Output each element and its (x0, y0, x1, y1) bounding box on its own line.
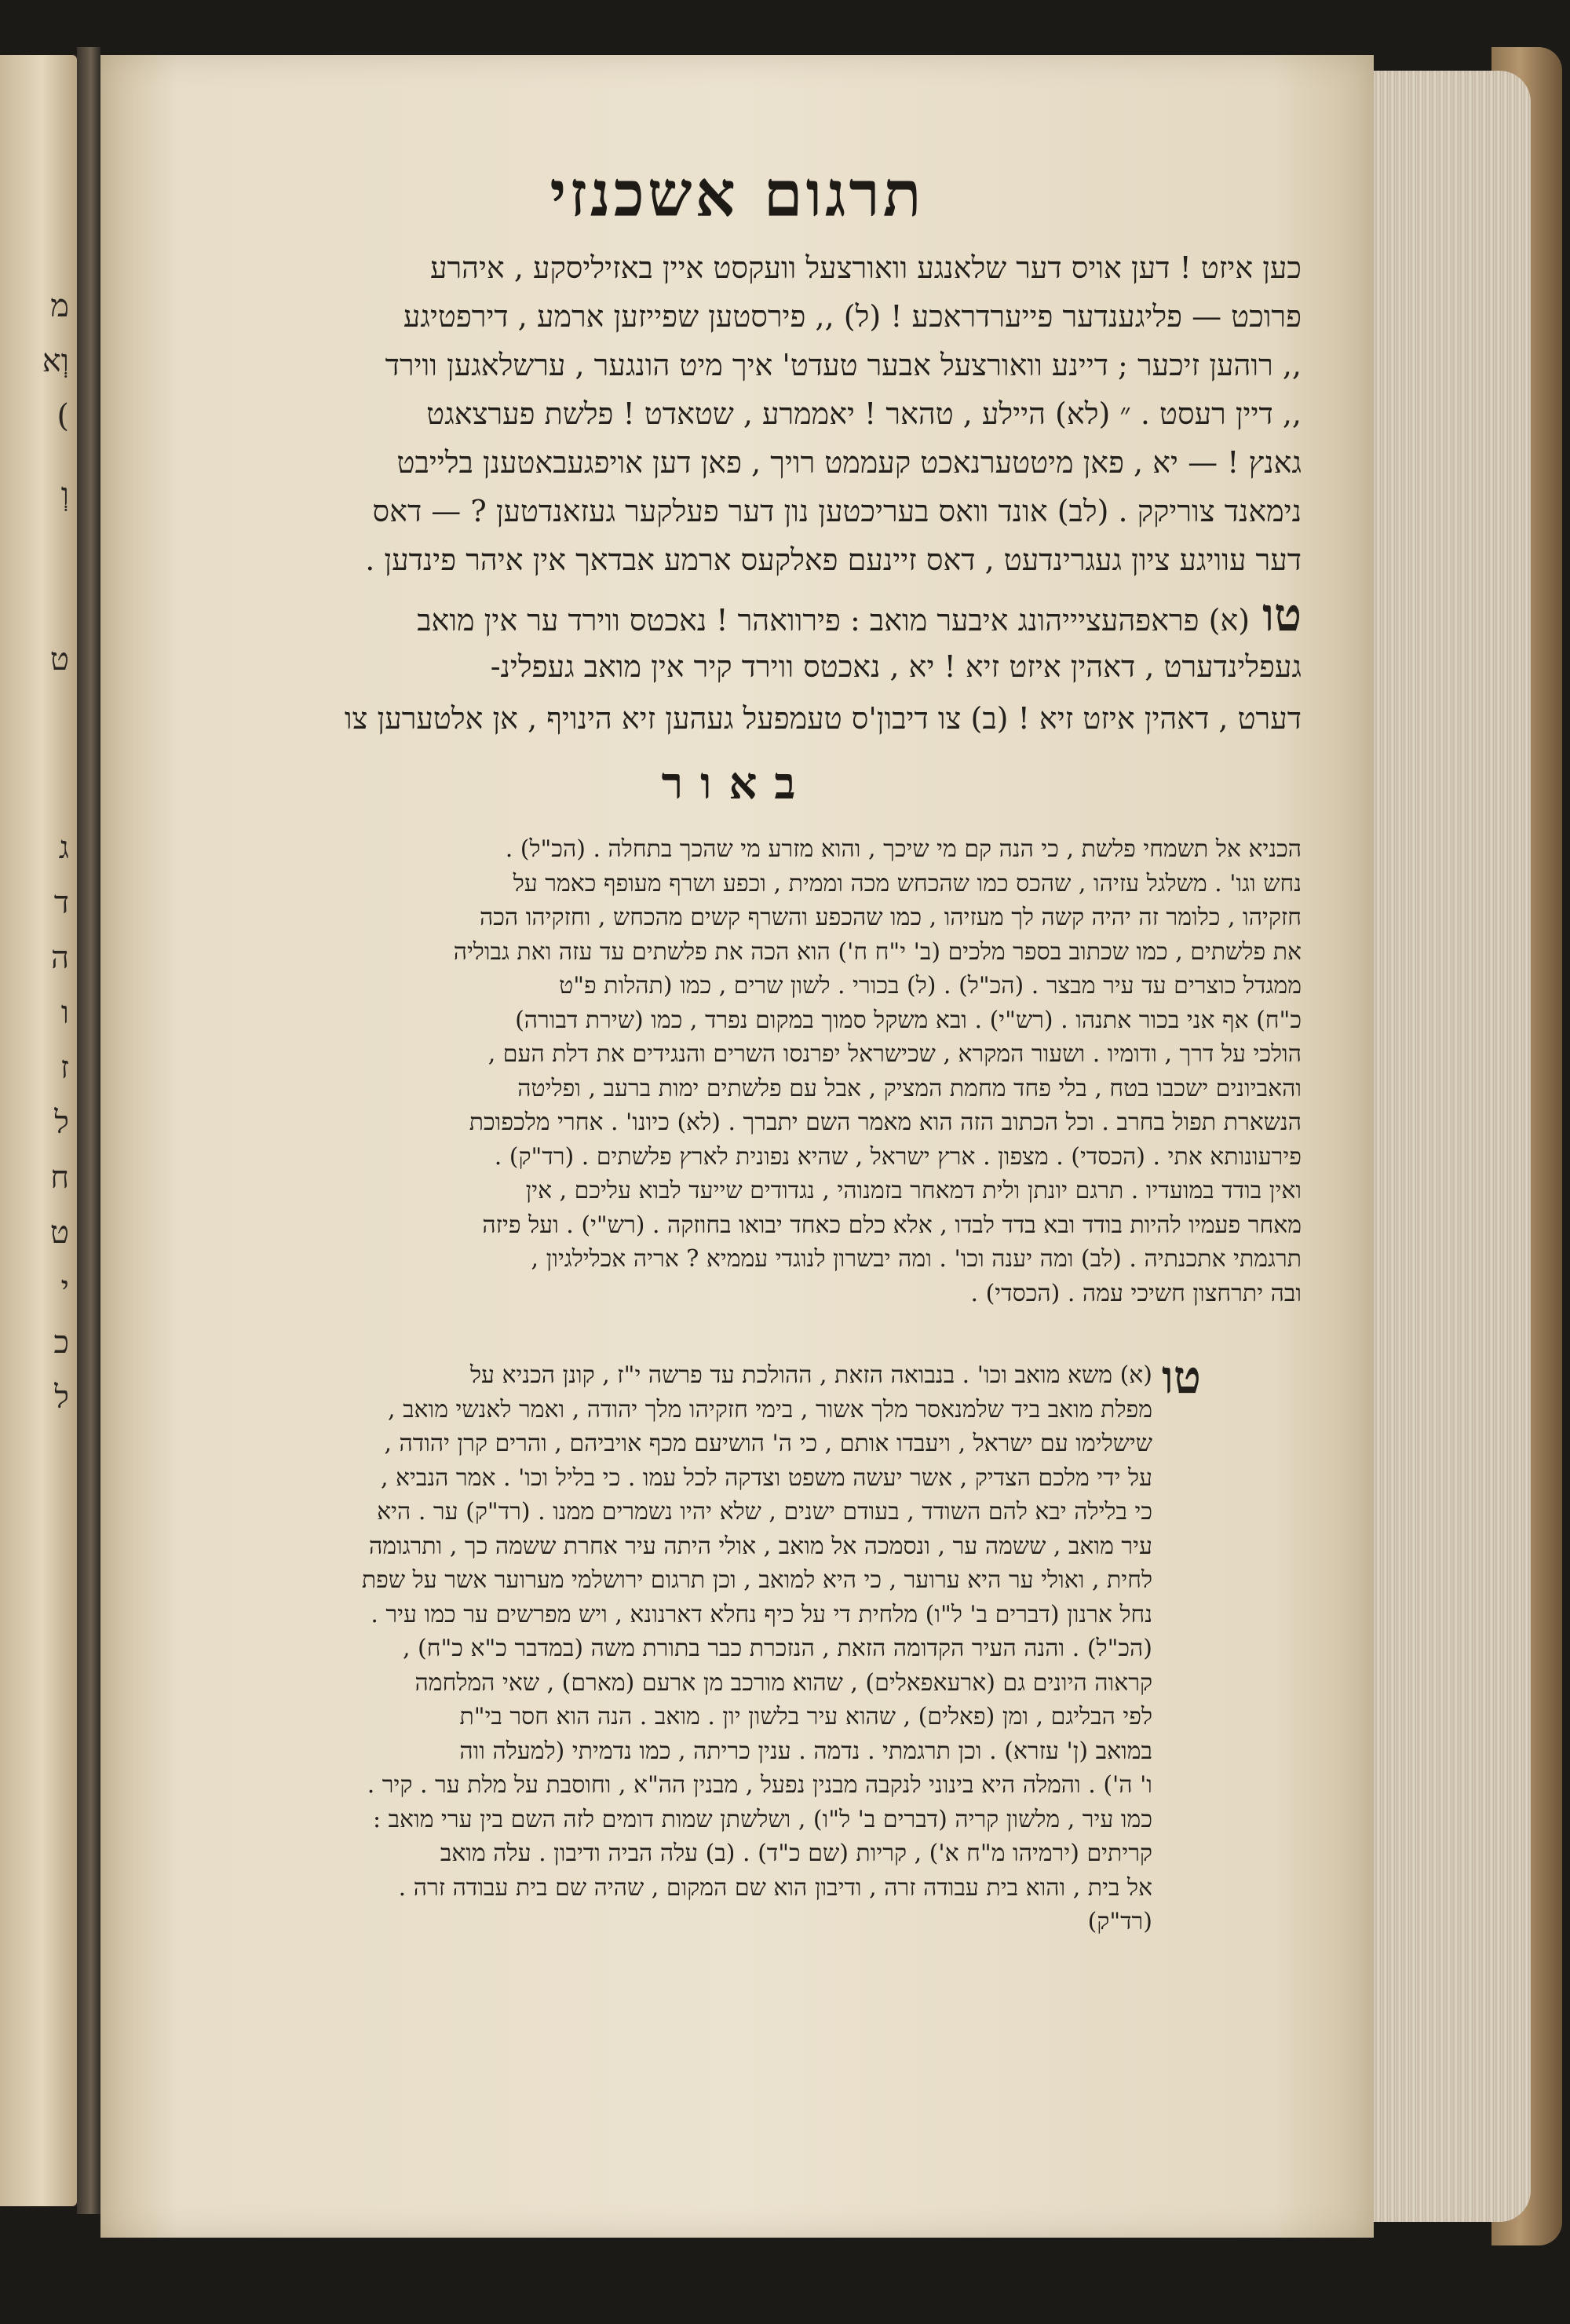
left-page-fragment: וְ (60, 477, 69, 513)
commentary-line: כמו עיר , מלשון קריה (דברים ב' ל"ו) , ושלשתן שמות דומים לזה השם בין ערי מואב : (372, 1805, 1152, 1833)
commentary-line: ואין בודד במועדיו . תרגם יונתן ולית דמאחר בזמנוהי , נגדודים שייעד לבוא עליכם , אין (525, 1177, 1302, 1204)
translation-line: כען איזט ! דען אויס דער שלאנגע וואורצעל וועקסט איין באזיליסקע , איהרע (429, 250, 1302, 285)
translation-line: דער עוויגע ציון געגרינדעט , דאס זיינעם פאלקעס ארמע אבדאך אין איהר פינדען . (365, 543, 1302, 577)
page-edges (1374, 71, 1531, 2222)
commentary-line: הנשארת תפול בחרב . וכל הכתוב הזה הוא מאמר השם יתברך . (לא) כיונו' . אחרי מלכפוכת (469, 1109, 1302, 1136)
left-page-fragment: ( (57, 398, 69, 434)
left-page-fragment: ה (50, 940, 69, 976)
commentary-line: שישלימו עם ישראל , ויעבדו אותם , כי ה' הושיעם מכף אויביהם , והרים קרן יהודה , (384, 1430, 1152, 1457)
verse-block (187, 589, 1302, 744)
translation-line: פרוכט — פליגענדער פייערדראכע ! (ל) ,, פירסטען שפייזען ארמע , דירפטיגע (403, 299, 1302, 334)
commentary-line: קראוה היונים גם (ארעאפאלים) , שהוא מורכב מן ארעם (מארם) , שאי המלחמה (414, 1668, 1152, 1697)
commentary-line: במואב (ן' עזרא) . וכן תרגמתי . נדמה . ענין כריתה , כמו נדמיתי (למעלה ווה (459, 1737, 1152, 1765)
commentary-line: אל בית , והוא בית עבודה זרה , ודיבון הוא שם המקום , שהיה שם בית עבודה זרה . (398, 1873, 1152, 1902)
verse-line (187, 641, 1302, 692)
commentary-line: תרגמתי אתכנתיה . (לב) ומה יענה וכו' . ומה יבשרון לנוגדי עממיא ? אריה אכלילגיון , (531, 1245, 1302, 1273)
section-title: באור (661, 758, 813, 809)
left-page-fragment: ל (54, 1379, 69, 1416)
commentary-line: קריתים (ירמיהו מ"ח א') , קריות (שם כ"ד) . (ב) עלה הביה ודיבון . עלה מואב (440, 1840, 1152, 1867)
commentary-line: (א) משא מואב וכו' . בנבואה הזאת , ההולכת עד פרשה י"ז , קונן הכניא על (469, 1361, 1152, 1389)
left-page-fragment: וְא (42, 343, 69, 379)
left-page-fragment: ז (60, 1050, 69, 1086)
book-gutter (77, 47, 100, 2214)
left-page-edge (0, 55, 77, 2206)
commentary-chapter-number: טו (1162, 1350, 1201, 1404)
commentary-line: (רד"ק) (1087, 1908, 1152, 1935)
verse-line (187, 589, 1302, 641)
left-page-fragment: י (60, 1270, 69, 1306)
left-page-fragment: ד (53, 885, 69, 921)
commentary-line: פירעונותא אתי . (הכסדי) . מצפון . ארץ ישראל , שהיא נפונית לארץ פלשתים . (רד"ק) . (494, 1142, 1302, 1171)
left-page-fragment: כ (53, 1325, 69, 1361)
verse-line-text: דערט , דאהין איזט זיא ! (ב) צו דיבון'ס טעמפעל געהען זיא הינויף , אן אלטערען צו (344, 701, 1302, 736)
left-page-fragment: ט (49, 641, 69, 678)
verse-chapter-number: טו (1262, 589, 1302, 641)
commentary-line: עיר מואב , ששמה ער , ונסמכה אל מואב , אולי היתה עיר אחרת ששמה כך , ותרגומה (368, 1532, 1152, 1560)
commentary-line: חזקיהו , כלומר זה יהיה קשה לך מעזיהו , כמו שהכפע והשרף קשים מהכחש , וחזקיהו הכה (480, 904, 1302, 931)
verse-line-text: געפלינדערט , דאהין איזט זיא ! יא , נאכטס ווירד קיר אין מואב געפלינ- (490, 649, 1302, 684)
commentary-line: נחל ארנון (דברים ב' ל"ו) מלחית די על כיף נחלא דארנונא , ויש מפרשים ער כמו עיר . (371, 1600, 1152, 1628)
translation-line: נימאנד צוריקק . (לב) אונד וואס בעריכטען נון דער פעלקער געזאנדטען ? — דאס (372, 494, 1302, 528)
commentary-line: כי בלילה יבא להם השודד , בעודם ישנים , שלא יהיו נשמרים ממנו . (רד"ק) ער . היא (377, 1498, 1152, 1526)
translation-line: גאנץ ! — יא , פאן מיטטערנאכט קעממט רויך , פאן דען אויפגעבאטענן בלייבט (396, 445, 1302, 480)
commentary-line: והאביונים ישכבו בטח , בלי פחד מחמת המציק , אבל עם פלשתים ימות ברעב , ופליטה (517, 1074, 1302, 1102)
commentary-line: כ"ח) אף אני בכור אתנהו . (רש"י) . ובא משקל סמוך במקום נפרד , כמו (שירת דבורה) (515, 1006, 1302, 1034)
verse-line (187, 692, 1302, 744)
commentary-line: לחית , ואולי ער היא ערוער , כי היא למואב , וכן תרגום ירושלמי מערוער אשר על שפת (361, 1566, 1152, 1594)
translation-line: ,, דיין רעסט . ״ (לא) היילע , טהאר ! יאממרע , שטאדט ! פלשת פערצאגט (426, 396, 1302, 431)
commentary-block-2 (187, 1358, 1152, 1939)
left-page-fragment: ח (50, 1160, 69, 1196)
commentary-block (187, 832, 1302, 1310)
commentary-line: לפי הבליגם , ומן (פאלים) , שהוא עיר בלשון יון . מואב . הנה הוא חסר בי"ת (459, 1703, 1152, 1730)
translation-text (187, 243, 1302, 584)
commentary-line: מאחר פעמיו להיות בודד ובא בדד לבדו , אלא כלם כאחד יבואו בחוזקה . (רש"י) . ועל פיזה (482, 1211, 1302, 1239)
commentary-line: הכניא אל תשמחי פלשת , כי הנה קם מי שיכך , והוא מזרע מי שהכך בתחלה . (הכ"ל) . (505, 835, 1302, 863)
commentary-line: את פלשתים , כמו שכתוב בספר מלכים (ב' י"ח ח') הוא הכה את פלשתים עד עזה ואת גבוליה (453, 937, 1302, 966)
commentary-line: (הכ"ל) . והנה העיר הקדומה הזאת , הנזכרת כבר בתורת משה (במדבר כ"א כ"ח) , (402, 1635, 1152, 1662)
commentary-line: מפלת מואב ביד שלמנאסר מלך אשור , בימי חזקיהו מלך יהודה , ואמר לאנשי מואב , (388, 1395, 1152, 1423)
left-page-fragment: ל (54, 1105, 69, 1141)
commentary-line: ו' ה') . והמלה היא בינוני לנקבה מבנין נפעל , מבנין הה"א , וחוסבת על מלת ער . קיר . (367, 1771, 1152, 1799)
commentary-line: על ידי מלכם הצדיק , אשר יעשה משפט וצדקה לכל עמו . כי בליל וכו' . אמר הנביא , (380, 1463, 1152, 1492)
left-page-fragment: ט (49, 1215, 69, 1251)
page-title: תרגום אשכנזי (550, 157, 925, 231)
commentary-line: ממגדל כוצרים עד עיר מבצר . (הכ"ל) . (ל) בכורי . לשון שרים , כמו (תהלות פ"ט (559, 972, 1302, 999)
commentary-line: ובה יתרחצון חשיכי עמה . (הכסדי) . (970, 1279, 1302, 1307)
left-page-fragment: ו (60, 995, 69, 1031)
verse-line-text: (א) פראפהעציייהונג איבער מואב : פירוואהר ! נאכטס ווירד ער אין מואב (417, 603, 1251, 638)
left-page-fragment: מ (50, 288, 69, 324)
translation-line: ,, רוהען זיכער ; דיינע וואורצעל אבער טעדט' איך מיט הונגער , ערשלאגען ווירד (385, 348, 1302, 382)
commentary-line: נחש וגו' . משלגל עזיהו , שהכס כמו שהכחש מכה וממית , וכפע ושרף מעופף כאמר על (513, 869, 1302, 897)
commentary-line: הולכי על דרך , ודומיו . ושעור המקרא , שכישראל יפרנסו השרים והנגידים את דלת העם , (487, 1040, 1302, 1068)
left-page-fragment: ג (58, 830, 69, 866)
